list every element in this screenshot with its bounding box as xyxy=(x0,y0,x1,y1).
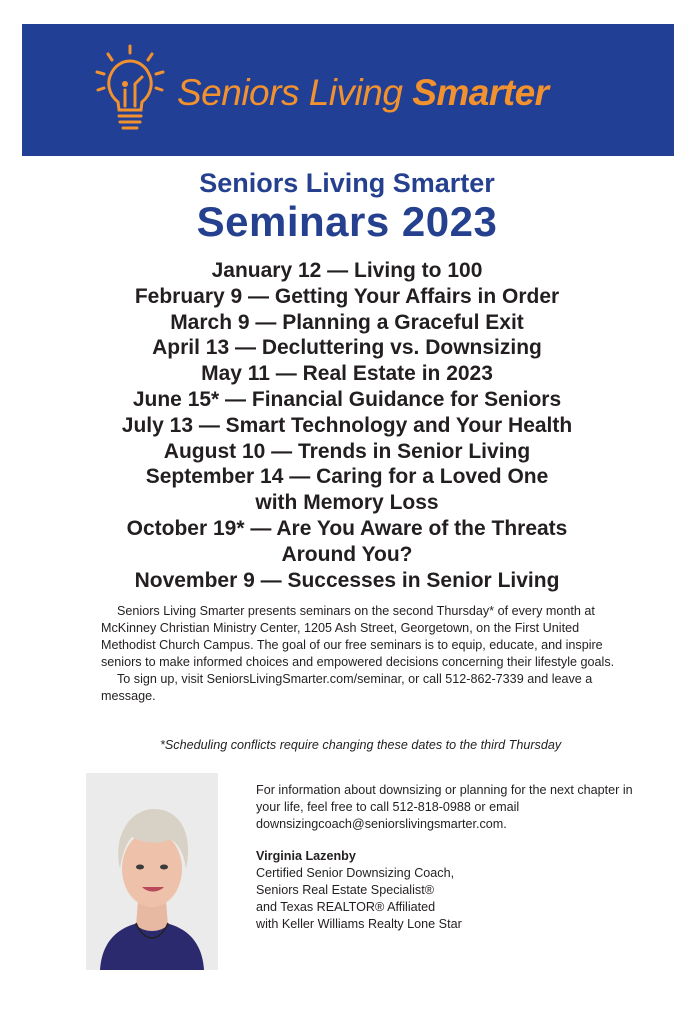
contact-intro: For information about downsizing or planning for the next chapter in your life, feel free to call 512-818-0988 or email downsizingcoach@seniorslivingsmarter.com. xyxy=(256,783,633,831)
coach-title: Certified Senior Downsizing Coach, xyxy=(256,866,455,880)
schedule-item: October 19* — Are You Aware of the Threats xyxy=(126,516,568,540)
seminar-description xyxy=(101,603,626,705)
brand-name-regular: Seniors Living xyxy=(177,72,413,113)
schedule-item: March 9 — Planning a Graceful Exit xyxy=(170,310,524,334)
page-title: Seniors Living Smarter xyxy=(199,168,495,198)
brand-name-bold: Smarter xyxy=(412,72,549,113)
coach-title: with Keller Williams Realty Lone Star xyxy=(256,917,462,931)
schedule-item: November 9 — Successes in Senior Living xyxy=(134,568,560,592)
contact-block xyxy=(256,782,656,933)
schedule-item: September 14 — Caring for a Loved One xyxy=(145,465,549,489)
lightbulb-icon xyxy=(94,44,166,134)
schedule-item: August 10 — Trends in Senior Living xyxy=(163,439,531,463)
scheduling-note: *Scheduling conflicts require changing these dates to the third Thursday xyxy=(160,738,562,752)
brand-logo-text xyxy=(177,74,549,111)
schedule-item: April 13 — Decluttering vs. Downsizing xyxy=(152,336,542,360)
coach-title: and Texas REALTOR® Affiliated xyxy=(256,900,436,914)
signup-paragraph: To sign up, visit SeniorsLivingSmarter.com/seminar, or call 512-862-7339 and leave a message. xyxy=(101,672,593,703)
coach-name: Virginia Lazenby xyxy=(256,849,356,863)
coach-title: Seniors Real Estate Specialist® xyxy=(256,883,434,897)
schedule-item: January 12 — Living to 100 xyxy=(211,259,483,282)
schedule-item: May 11 — Real Estate in 2023 xyxy=(201,362,493,386)
page-subtitle: Seminars 2023 xyxy=(196,198,498,245)
schedule-item: June 15* — Financial Guidance for Seniors xyxy=(132,387,562,411)
schedule-item: February 9 — Getting Your Affairs in Order xyxy=(134,284,560,308)
seminar-schedule xyxy=(40,258,654,593)
schedule-item: July 13 — Smart Technology and Your Health xyxy=(121,413,573,437)
schedule-item: Around You? xyxy=(281,542,413,566)
coach-portrait-photo xyxy=(86,773,218,970)
description-paragraph: Seniors Living Smarter presents seminars on the second Thursday* of every month at McKinney Christian Ministry Center, 1205 Ash Street, Georgetown, on the First United Methodist Church Campus. The goal of our free seminars is to equip, educate, and inspire seniors to make informed choices and empowered decisions concerning their lifestyle goals. xyxy=(101,604,615,669)
schedule-item: with Memory Loss xyxy=(255,491,439,515)
